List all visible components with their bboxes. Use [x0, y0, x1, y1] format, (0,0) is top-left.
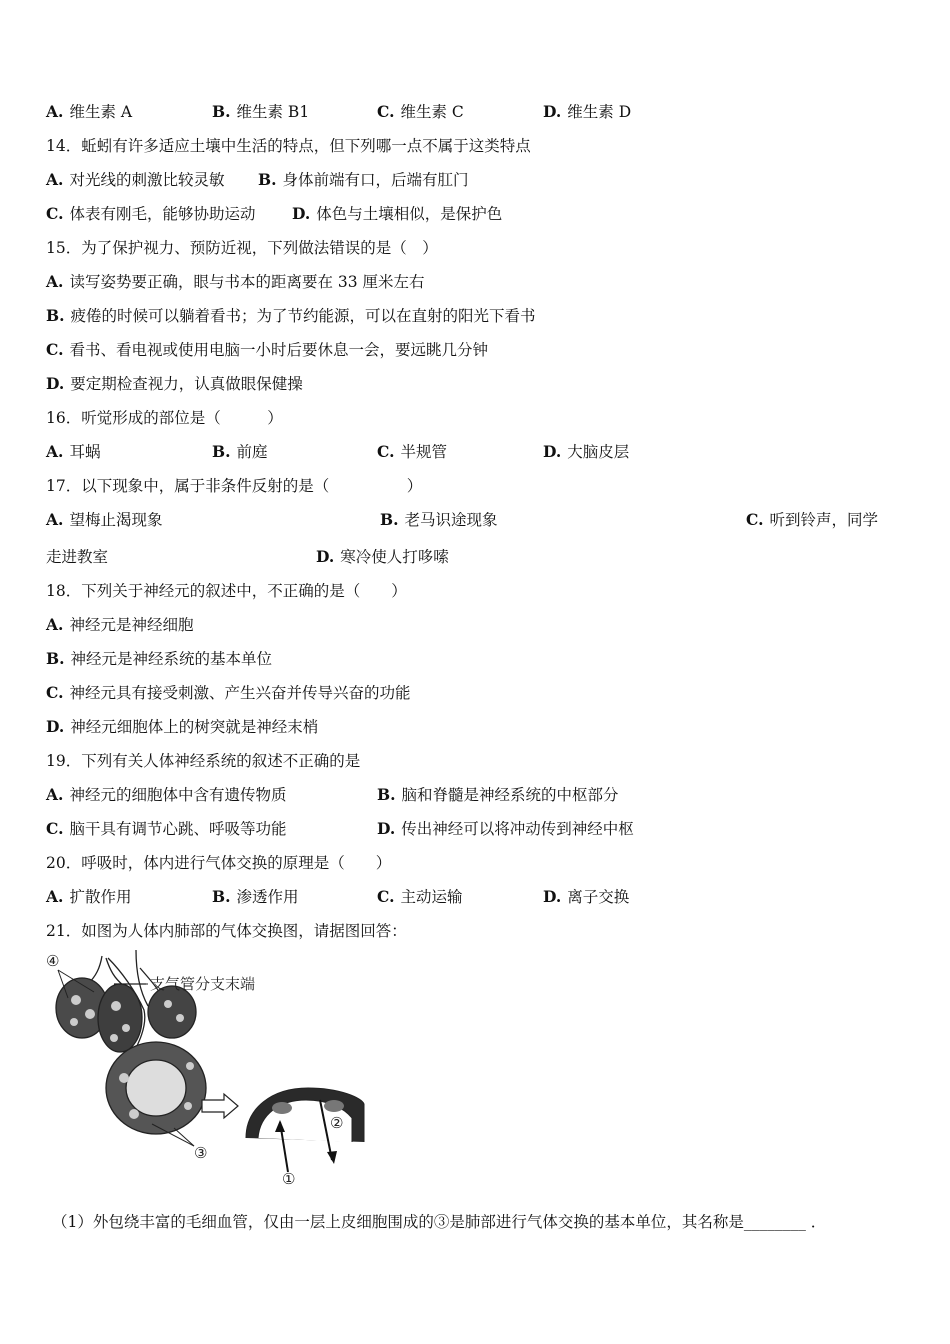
figure-label-2: ②	[330, 1114, 344, 1132]
option-a	[46, 442, 100, 462]
option-text: 维生素 B1	[236, 103, 310, 121]
option-label: D.	[316, 547, 335, 566]
option-text: 大脑皮层	[567, 443, 630, 461]
option-text: 维生素 A	[69, 103, 133, 121]
question-stem: 16．听觉形成的部位是（ ）	[46, 409, 283, 427]
option-label: D.	[292, 204, 311, 223]
option-d	[46, 374, 303, 394]
option-text: 维生素 C	[400, 103, 464, 121]
option-text: 神经元的细胞体中含有遗传物质	[69, 786, 287, 804]
option-d	[543, 442, 629, 462]
option-label: A.	[46, 272, 64, 291]
option-text: 神经元是神经细胞	[69, 616, 194, 634]
lung-gas-exchange-figure	[44, 948, 374, 1188]
option-text: 体表有刚毛，能够协助运动	[69, 205, 256, 223]
option-label: D.	[543, 442, 562, 461]
option-c	[46, 204, 255, 224]
option-text: 看书、看电视或使用电脑一小时后要休息一会，要远眺几分钟	[69, 341, 488, 359]
option-b	[212, 442, 268, 462]
option-d	[377, 819, 634, 839]
option-label: C.	[377, 887, 395, 906]
option-label: D.	[46, 374, 65, 393]
question-stem: 20．呼吸时，体内进行气体交换的原理是（ ）	[46, 854, 392, 872]
figure-label-bronchus: 支气管分支末端	[150, 975, 256, 993]
option-label: D.	[46, 717, 65, 736]
figure-label-4: ④	[46, 952, 60, 970]
option-label: C.	[746, 510, 764, 529]
option-label: B.	[46, 649, 65, 668]
option-label: D.	[377, 819, 396, 838]
option-label: C.	[377, 442, 395, 461]
option-d	[316, 547, 449, 567]
option-label: B.	[377, 785, 396, 804]
option-text: 对光线的刺激比较灵敏	[69, 171, 225, 189]
option-label: C.	[46, 204, 64, 223]
option-a	[46, 887, 131, 907]
option-a	[46, 615, 193, 635]
option-text: 神经元具有接受刺激、产生兴奋并传导兴奋的功能	[69, 684, 411, 702]
option-b	[212, 102, 309, 122]
option-b	[377, 785, 619, 805]
option-text: 扩散作用	[69, 888, 132, 906]
option-label: A.	[46, 102, 64, 121]
option-label: C.	[377, 102, 395, 121]
option-c	[746, 510, 878, 530]
option-a	[46, 170, 224, 190]
option-c	[46, 819, 286, 839]
sub-question-1: （1）外包绕丰富的毛细血管，仅由一层上皮细胞围成的③是肺部进行气体交换的基本单位，其名称是________ ．	[52, 1213, 827, 1231]
question-stem: 19．下列有关人体神经系统的叙述不正确的是	[46, 752, 361, 770]
option-label: B.	[258, 170, 277, 189]
option-text: 渗透作用	[236, 888, 299, 906]
option-c-continued: 走进教室	[46, 548, 109, 566]
option-c	[46, 683, 410, 703]
option-a	[46, 102, 132, 122]
option-label: B.	[212, 102, 231, 121]
option-text: 望梅止渴现象	[69, 511, 163, 529]
option-text: 脑干具有调节心跳、呼吸等功能	[69, 820, 287, 838]
option-text: 维生素 D	[567, 103, 632, 121]
option-text: 耳蜗	[69, 443, 101, 461]
option-text: 寒冷使人打哆嗦	[340, 548, 449, 566]
option-b	[258, 170, 469, 190]
option-d	[292, 204, 502, 224]
option-text: 传出神经可以将冲动传到神经中枢	[401, 820, 634, 838]
option-a	[46, 510, 162, 530]
option-c	[377, 442, 447, 462]
option-label: C.	[46, 340, 64, 359]
option-text: 体色与土壤相似，是保护色	[316, 205, 503, 223]
option-b	[46, 306, 536, 326]
option-text: 神经元细胞体上的树突就是神经末梢	[70, 718, 319, 736]
option-label: B.	[46, 306, 65, 325]
option-text: 主动运输	[400, 888, 463, 906]
option-d	[543, 887, 629, 907]
option-b	[46, 649, 272, 669]
figure-label-1: ①	[282, 1170, 296, 1188]
option-a	[46, 272, 425, 292]
option-text: 脑和脊髓是神经系统的中枢部分	[401, 786, 619, 804]
question-stem: 18．下列关于神经元的叙述中，不正确的是（ ）	[46, 582, 407, 600]
option-label: D.	[543, 102, 562, 121]
option-b	[380, 510, 498, 530]
option-c	[46, 340, 488, 360]
option-label: B.	[212, 442, 231, 461]
figure-label-3: ③	[194, 1144, 208, 1162]
option-text: 前庭	[236, 443, 268, 461]
option-label: A.	[46, 170, 64, 189]
option-label: A.	[46, 510, 64, 529]
option-d	[46, 717, 318, 737]
option-a	[46, 785, 286, 805]
option-label: A.	[46, 442, 64, 461]
option-label: B.	[380, 510, 399, 529]
option-text: 疲倦的时候可以躺着看书；为了节约能源，可以在直射的阳光下看书	[70, 307, 536, 325]
option-text: 听到铃声，同学	[769, 511, 878, 529]
option-label: A.	[46, 615, 64, 634]
question-stem: 15．为了保护视力、预防近视，下列做法错误的是（ ）	[46, 239, 438, 257]
option-label: B.	[212, 887, 231, 906]
option-label: C.	[46, 819, 64, 838]
option-b	[212, 887, 299, 907]
option-label: A.	[46, 785, 64, 804]
option-d	[543, 102, 631, 122]
option-text: 要定期检查视力，认真做眼保健操	[70, 375, 303, 393]
option-label: D.	[543, 887, 562, 906]
option-label: C.	[46, 683, 64, 702]
option-label: A.	[46, 887, 64, 906]
option-text: 神经元是神经系统的基本单位	[70, 650, 273, 668]
question-stem: 14．蚯蚓有许多适应土壤中生活的特点，但下列哪一点不属于这类特点	[46, 137, 531, 155]
option-text: 读写姿势要正确，眼与书本的距离要在 33 厘米左右	[69, 273, 425, 291]
option-c	[377, 887, 462, 907]
option-text: 老马识途现象	[404, 511, 498, 529]
option-text: 半规管	[400, 443, 447, 461]
question-stem: 21．如图为人体内肺部的气体交换图，请据图回答：	[46, 922, 407, 940]
option-text: 离子交换	[567, 888, 630, 906]
question-stem: 17．以下现象中，属于非条件反射的是（ ）	[46, 477, 423, 495]
option-c	[377, 102, 464, 122]
option-text: 身体前端有口，后端有肛门	[282, 171, 469, 189]
